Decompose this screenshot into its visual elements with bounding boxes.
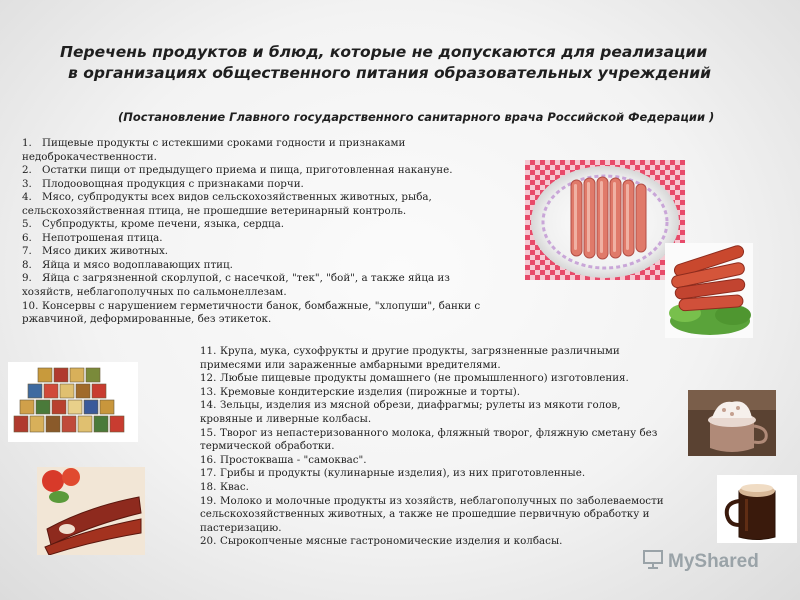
watermark	[642, 548, 759, 576]
item-number: 13.	[200, 385, 217, 398]
item-text: Яйца и мясо водоплавающих птиц.	[42, 258, 233, 271]
item-number: 17.	[200, 467, 217, 480]
list-item	[22, 300, 542, 327]
item-number: 1.	[22, 137, 32, 149]
item-text-cont: недоброкачественности.	[22, 150, 157, 163]
list-item	[200, 399, 725, 426]
list-part-1	[22, 137, 542, 327]
list-item	[200, 467, 725, 481]
item-text-cont: ржавчиной, деформированные, без этикеток.	[22, 313, 272, 326]
item-number: 9.	[22, 272, 32, 285]
item-number: 14.	[200, 399, 217, 412]
canned-goods-photo	[8, 362, 138, 442]
slide-subtitle: (Постановление Главного государственного санитарного врача Российской Федерации )	[118, 110, 715, 124]
list-item	[200, 345, 725, 372]
list-item	[22, 232, 542, 246]
item-number: 2.	[22, 164, 32, 177]
item-text: Квас.	[220, 480, 249, 493]
list-part-2	[200, 345, 725, 549]
canned-goods-icon	[8, 362, 138, 442]
list-item	[22, 218, 542, 232]
item-text: Мясо диких животных.	[42, 245, 169, 258]
item-text-cont: сельскохозяйственная птица, не прошедшие ветеринарный контроль.	[22, 204, 407, 217]
item-text: Зельцы, изделия из мясной обрези, диафрагмы; рулеты из мякоти голов,	[220, 399, 621, 412]
sausages-greens-photo	[665, 243, 753, 338]
item-text: Творог из непастеризованного молока, фляжный творог, фляжную сметану без	[220, 426, 658, 439]
list-item	[22, 272, 542, 299]
item-number: 20.	[200, 535, 217, 548]
list-item	[200, 535, 725, 549]
list-item	[200, 427, 725, 454]
item-text: Кремовые кондитерские изделия (пирожные и торты).	[220, 385, 521, 398]
item-text: Простокваша - "самоквас".	[220, 453, 367, 466]
item-number: 4.	[22, 191, 32, 204]
slide-title	[60, 42, 750, 84]
item-number: 16.	[200, 453, 217, 466]
item-text: Молоко и молочные продукты из хозяйств, неблагополучных по заболеваемости	[220, 494, 664, 507]
item-text: Плодоовощная продукция с признаками порчи.	[42, 177, 304, 190]
list-item	[22, 245, 542, 259]
item-number: 8.	[22, 258, 32, 271]
item-text: Субпродукты, кроме печени, языка, сердца.	[42, 218, 285, 231]
item-text: Сырокопченые мясные гастрономические изделия и колбасы.	[220, 535, 563, 548]
item-text: Непотрошеная птица.	[42, 231, 163, 244]
item-number: 15.	[200, 426, 217, 439]
list-item	[200, 386, 725, 400]
item-number: 3.	[22, 177, 32, 190]
kvass-mug-photo	[717, 475, 797, 543]
item-number: 6.	[22, 231, 32, 244]
item-number: 12.	[200, 372, 217, 385]
item-text: Мясо, субпродукты всех видов сельскохозяйственных животных, рыба,	[42, 191, 432, 204]
item-number: 10.	[22, 299, 39, 312]
slide-title-line2: в организациях общественного питания образовательных учреждений	[68, 64, 711, 82]
item-text-cont: примесями или зараженные амбарными вредителями.	[200, 358, 501, 371]
item-text-cont: хозяйств, неблагополучных по сальмонеллезам.	[22, 286, 287, 299]
list-item	[200, 372, 725, 386]
smoked-sausage-icon	[37, 467, 145, 555]
kvass-mug-icon	[717, 475, 797, 543]
item-number: 19.	[200, 494, 217, 507]
list-item	[200, 454, 725, 468]
item-number: 5.	[22, 218, 32, 231]
item-number: 11.	[200, 345, 217, 357]
item-text: Яйца с загрязненной скорлупой, с насечкой, "тек", "бой", а также яйца из	[42, 272, 450, 285]
watermark-text: MyShared	[668, 551, 759, 572]
item-text: Грибы и продукты (кулинарные изделия), из них приготовленные.	[220, 467, 586, 480]
item-number: 18.	[200, 480, 217, 493]
item-text: Консервы с нарушением герметичности банок, бомбажные, "хлопуши", банки с	[42, 299, 481, 312]
item-text: Крупа, мука, сухофрукты и другие продукты, загрязненные различными	[220, 345, 620, 357]
list-item	[22, 178, 542, 192]
item-number: 7.	[22, 245, 32, 258]
item-text-cont: кровяные и ливерные колбасы.	[200, 412, 372, 425]
slide-title-line1: Перечень продуктов и блюд, которые не допускаются для реализации	[60, 43, 708, 61]
presentation-icon	[642, 548, 664, 576]
list-item	[22, 137, 542, 164]
sausages-plate-photo	[525, 160, 685, 280]
item-text: Остатки пищи от предыдущего приема и пища, приготовленная накануне.	[42, 164, 453, 177]
smoked-sausage-photo	[37, 467, 145, 555]
item-text: Любые пищевые продукты домашнего (не промышленного) изготовления.	[220, 372, 629, 385]
sausages-greens-icon	[665, 243, 753, 338]
item-text-cont: сельскохозяйственных животных, а также не прошедшие первичную обработку и	[200, 508, 650, 521]
sausages-plate-icon	[525, 160, 685, 280]
cream-drink-icon	[688, 390, 776, 456]
list-item	[200, 481, 725, 495]
item-text: Пищевые продукты с истекшими сроками годности и признаками	[42, 137, 406, 149]
item-text-cont: пастеризацию.	[200, 521, 282, 534]
list-item	[22, 164, 542, 178]
item-text-cont: термической обработки.	[200, 440, 335, 453]
list-item	[200, 495, 725, 536]
cream-drink-photo	[688, 390, 776, 456]
list-item	[22, 191, 542, 218]
list-item	[22, 259, 542, 273]
